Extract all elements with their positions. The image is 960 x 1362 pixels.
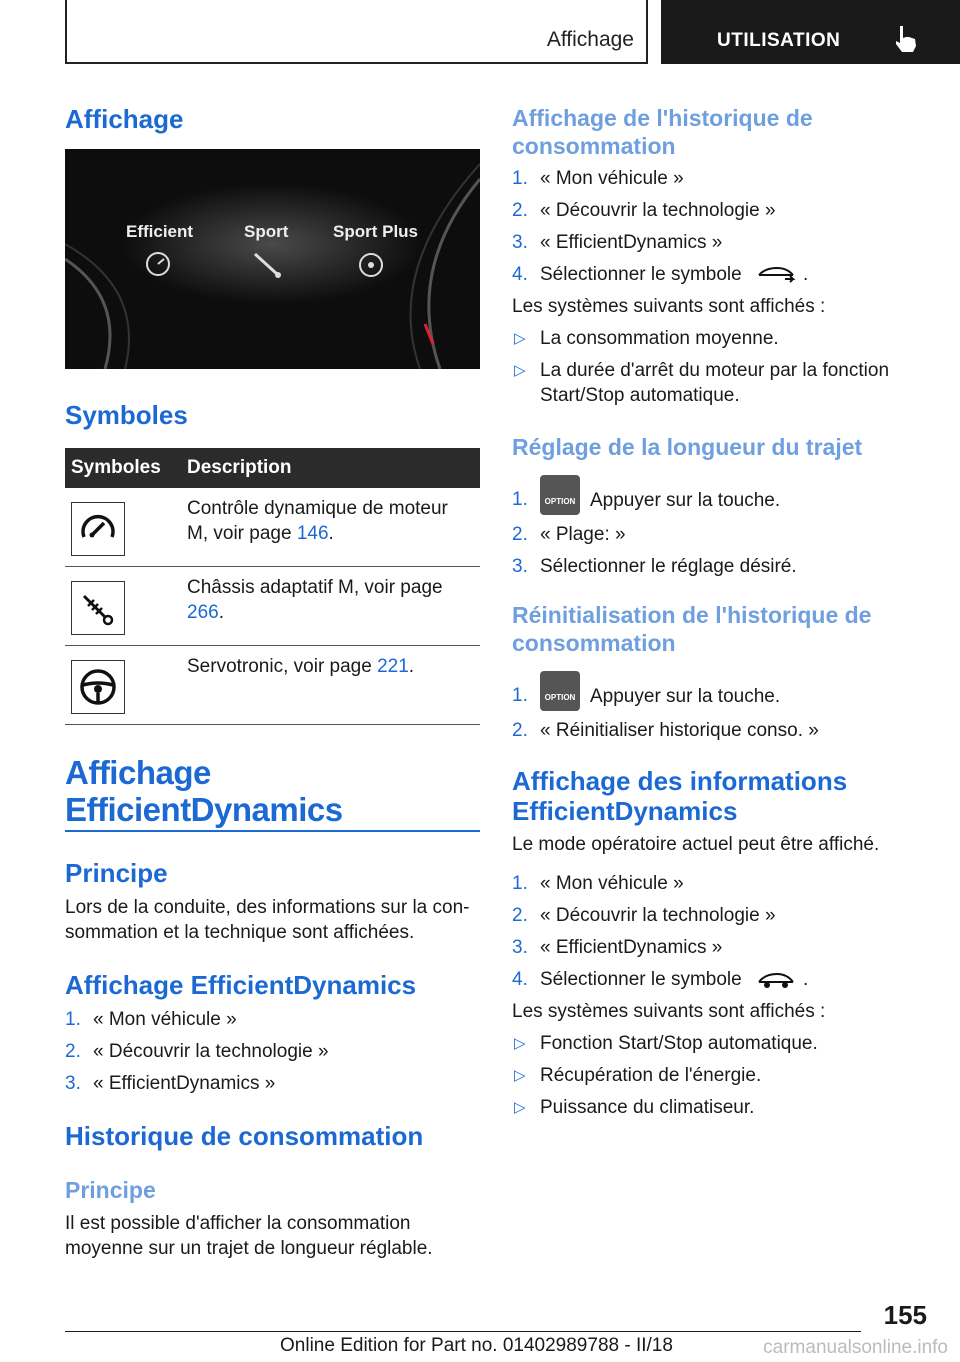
shock-absorber-icon xyxy=(71,581,125,635)
list-item: ▷ La consommation moyenne. xyxy=(514,328,779,349)
table-header-row xyxy=(65,448,480,488)
list-item: 1. OPTION Appuyer sur la touche. xyxy=(512,487,912,515)
page-number: 155 xyxy=(883,1300,927,1330)
row-suffix: . xyxy=(328,523,334,544)
heading-affichage-historique: Affichage de l'historique de consommation xyxy=(512,105,813,159)
list-item: ▷ Puissance du climatiseur. xyxy=(514,1097,755,1118)
header-chapter-title: UTILISATION xyxy=(717,30,841,51)
list-item: 3. « EfficientDynamics » xyxy=(512,232,723,253)
steps-list-reglage xyxy=(512,487,912,586)
list-item: 3. « EfficientDynamics » xyxy=(512,937,723,958)
table-header-description: Description xyxy=(181,448,480,488)
instrument-cluster-graphic xyxy=(65,149,480,369)
row-text: Contrôle dynamique de moteur M, voir page xyxy=(187,498,448,544)
list-item: 2. « Découvrir la technologie » xyxy=(512,200,776,221)
list-item: 4. Sélectionner le symbole . xyxy=(512,969,809,990)
heading-rule xyxy=(65,830,480,832)
page-link[interactable]: 266 xyxy=(187,602,219,623)
heading-affichage-ed: Affichage EfficientDynamics xyxy=(65,970,417,1000)
row-suffix: . xyxy=(218,602,224,623)
instrument-cluster-image xyxy=(65,149,480,369)
heading-line-2: EfficientDynamics xyxy=(65,791,343,828)
subheading-principe: Principe xyxy=(65,1177,156,1203)
option-button-icon: OPTION xyxy=(540,671,580,711)
table-cell-description xyxy=(181,646,480,725)
list-item: 1. OPTION Appuyer sur la touche. xyxy=(512,683,912,711)
car-icon xyxy=(755,970,799,990)
list-item: 1. « Mon véhicule » xyxy=(65,1009,237,1030)
principe2-paragraph: Il est possible d'afficher la consommation moyenne sur un trajet de longueur réglable. xyxy=(65,1213,433,1259)
row-text: Châssis adaptatif M, voir page xyxy=(187,577,443,598)
pointing-hand-icon xyxy=(893,24,919,54)
list-item: ▷ Récupération de l'énergie. xyxy=(514,1065,762,1086)
row-suffix: . xyxy=(408,656,415,677)
table-row xyxy=(65,488,480,567)
header-section-box xyxy=(65,0,648,64)
list-item: 3. « EfficientDynamics » xyxy=(65,1073,276,1094)
list-item: 4. Sélectionner le symbole . xyxy=(512,264,809,285)
header-chapter-box xyxy=(661,0,960,64)
header-section-title: Affichage xyxy=(546,28,634,51)
systems-paragraph-2: Les systèmes suivants sont affichés : xyxy=(512,1001,826,1022)
row-text: Servotronic, voir page xyxy=(187,656,378,677)
bullets-list-historique xyxy=(512,326,912,415)
table-cell-description xyxy=(181,567,480,646)
heading-affichage: Affichage xyxy=(65,104,184,134)
heading-reinitialisation: Réinitialisation de l'historique de consommation xyxy=(512,602,872,656)
heading-reglage: Réglage de la longueur du trajet xyxy=(512,434,863,460)
list-item: 2. « Découvrir la technologie » xyxy=(512,905,776,926)
bullets-list-infos xyxy=(512,1031,912,1127)
list-item: 2. « Découvrir la technologie » xyxy=(65,1041,329,1062)
list-item: ▷ La durée d'arrêt du moteur par la fonction Start/Stop automatique. xyxy=(514,360,890,406)
table-cell-symbol xyxy=(65,567,181,646)
heading-historique: Historique de consommation xyxy=(65,1121,424,1151)
heading-affichage-efficientdynamics xyxy=(65,754,343,828)
gauge-icon xyxy=(71,502,125,556)
steering-wheel-icon xyxy=(71,660,125,714)
dash-label-sport-plus: Sport Plus xyxy=(333,222,419,241)
footer-rule xyxy=(65,1331,861,1332)
table-header-symboles: Symboles xyxy=(65,448,181,488)
option-button-icon: OPTION xyxy=(540,475,580,515)
dash-label-efficient: Efficient xyxy=(126,222,194,241)
heading-symboles: Symboles xyxy=(65,400,188,430)
table-cell-description xyxy=(181,488,480,567)
steps-list-historique xyxy=(512,166,912,294)
table-cell-symbol xyxy=(65,646,181,725)
list-item: 1. « Mon véhicule » xyxy=(512,168,684,189)
heading-line-1: Affichage xyxy=(65,754,211,791)
dash-label-sport: Sport xyxy=(244,222,289,241)
heading-principe: Principe xyxy=(65,858,168,888)
principe-paragraph: Lors de la conduite, des informations sur la con-sommation et la technique sont affichées. xyxy=(65,897,470,943)
steps-list-infos xyxy=(512,871,912,999)
infos-paragraph: Le mode opératoire actuel peut être affiché. xyxy=(512,834,880,855)
symbols-table xyxy=(65,448,480,725)
steps-list-reinit xyxy=(512,683,912,750)
footer-watermark: carmanualsonline.info xyxy=(763,1337,948,1358)
table-cell-symbol xyxy=(65,488,181,567)
page-link[interactable]: 146 xyxy=(296,523,329,544)
footer-edition: Online Edition for Part no. 01402989788 - II/18 xyxy=(280,1335,673,1356)
steps-list-affichage xyxy=(65,1007,480,1103)
car-arrow-icon xyxy=(755,265,799,285)
list-item: 1. « Mon véhicule » xyxy=(512,873,684,894)
heading-affichage-informations: Affichage des informations EfficientDynamics xyxy=(512,766,848,826)
list-item: 3. Sélectionner le réglage désiré. xyxy=(512,556,797,577)
list-item: 2. « Plage: » xyxy=(512,524,626,545)
systems-paragraph: Les systèmes suivants sont affichés : xyxy=(512,296,826,317)
list-item: ▷ Fonction Start/Stop automatique. xyxy=(514,1033,818,1054)
page-link[interactable]: 221 xyxy=(377,656,409,677)
list-item: 2. « Réinitialiser historique conso. » xyxy=(512,720,819,741)
table-row xyxy=(65,646,480,725)
table-row xyxy=(65,567,480,646)
